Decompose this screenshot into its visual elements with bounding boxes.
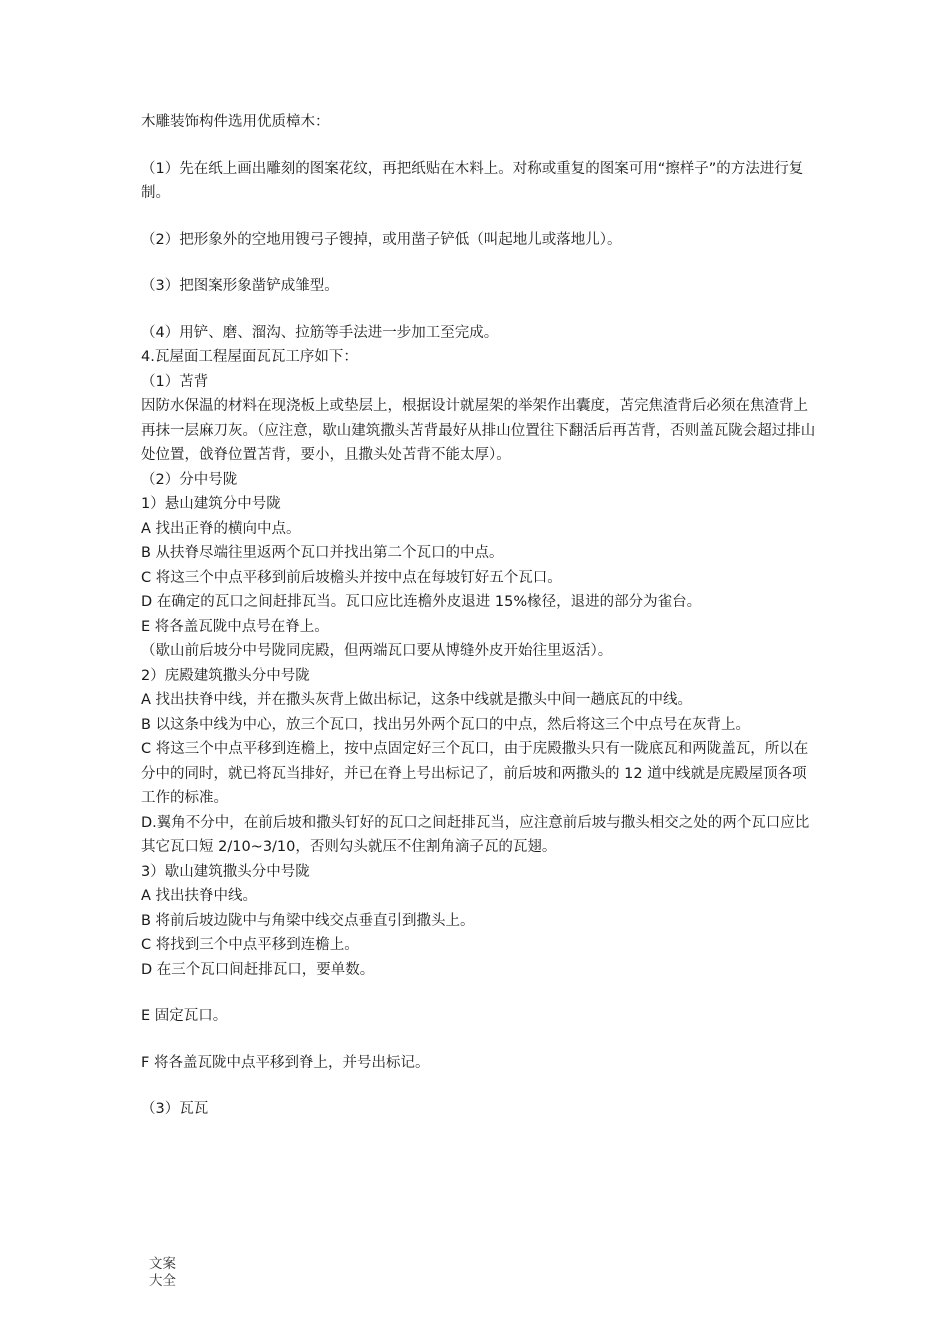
list-item: C 将这三个中点平移到连檐上，按中点固定好三个瓦口，由于庑殿撒头只有一陇底瓦和两陇盖瓦，所以在分中的同时，就已将瓦当排好，并已在脊上号出标记了，前后坡和两撒头的 12 道中线就是庑殿屋顶各项工作的标准。 — [141, 741, 809, 806]
list-item: B 从扶脊尽端往里返两个瓦口并找出第二个瓦口的中点。 — [141, 545, 504, 561]
list-item: B 将前后坡边陇中与角梁中线交点垂直引到撒头上。 — [141, 912, 475, 929]
list-item: A 找出扶脊中线，并在撒头灰背上做出标记，这条中线就是撒头中间一趟底瓦的中线。 — [141, 692, 693, 708]
list-item: F 将各盖瓦陇中点平移到脊上，并号出标记。 — [141, 1054, 430, 1071]
step-3-title: （3）瓦瓦 — [141, 1101, 209, 1117]
list-item: D 在三个瓦口间赶排瓦口，要单数。 — [141, 961, 375, 978]
intro-line: 木雕装饰构件选用优质樟木： — [141, 114, 330, 130]
list-item: E 将各盖瓦陇中点号在脊上。 — [141, 618, 329, 635]
step-2-title: （2）分中号陇 — [141, 471, 238, 488]
list-item: C 将找到三个中点平移到连檐上。 — [141, 937, 359, 953]
list-item: D.翼角不分中，在前后坡和撒头钉好的瓦口之间赶排瓦当，应注意前后坡与撒头相交之处的两个瓦口应比其它瓦口短 2/10~3/10，否则勾头就压不住割角滴子瓦的瓦翅。 — [141, 814, 810, 855]
list-item: C 将这三个中点平移到前后坡檐头并按中点在每坡钉好五个瓦口。 — [141, 569, 562, 586]
list-item: D 在确定的瓦口之间赶排瓦当。瓦口应比连檐外皮退进 15%椽径，退进的部分为雀台。 — [141, 594, 702, 610]
document-body — [141, 110, 821, 1122]
list-item: （歇山前后坡分中号陇同庑殿，但两端瓦口要从博缝外皮开始往里返活）。 — [141, 643, 613, 659]
wood-step-3: （3）把图案形象凿铲成雏型。 — [141, 278, 339, 294]
list-item: A 找出正脊的横向中点。 — [141, 520, 301, 537]
wood-step-2: （2）把形象外的空地用锼弓子锼掉，或用凿子铲低（叫起地儿或落地儿）。 — [141, 231, 622, 248]
list-item: A 找出扶脊中线。 — [141, 888, 258, 904]
wood-step-1: （1）先在纸上画出雕刻的图案花纹，再把纸贴在木料上。对称或重复的图案可用“擦样子”的方法进行复制。 — [141, 160, 804, 201]
page-footer: 文案大全 — [149, 1256, 176, 1289]
wood-step-4: （4）用铲、磨、溜沟、拉筋等手法进一步加工至完成。 — [141, 324, 499, 341]
section-4-title: 4.瓦屋面工程屋面瓦瓦工序如下： — [141, 349, 358, 365]
step-1-title: （1）苫背 — [141, 373, 209, 390]
sub-3-title: 3）歇山建筑撒头分中号陇 — [141, 863, 310, 880]
sub-2-title: 2）庑殿建筑撒头分中号陇 — [141, 667, 310, 684]
list-item: E 固定瓦口。 — [141, 1008, 228, 1024]
list-item: B 以这条中线为中心，放三个瓦口，找出另外两个瓦口的中点，然后将这三个中点号在灰背上。 — [141, 716, 751, 733]
sub-1-title: 1）悬山建筑分中号陇 — [141, 496, 281, 512]
step-1-body: 因防水保温的材料在现浇板上或垫层上，根据设计就屋架的举架作出囊度，苫完焦渣背后必须在焦渣背上再抹一层麻刀灰。（应注意，歇山建筑撒头苫背最好从排山位置往下翻活后再苫背，否则盖瓦陇会超过排山处位置，戗脊位置苫背，要小，且撒头处苫背不能太厚）。 — [141, 398, 816, 463]
